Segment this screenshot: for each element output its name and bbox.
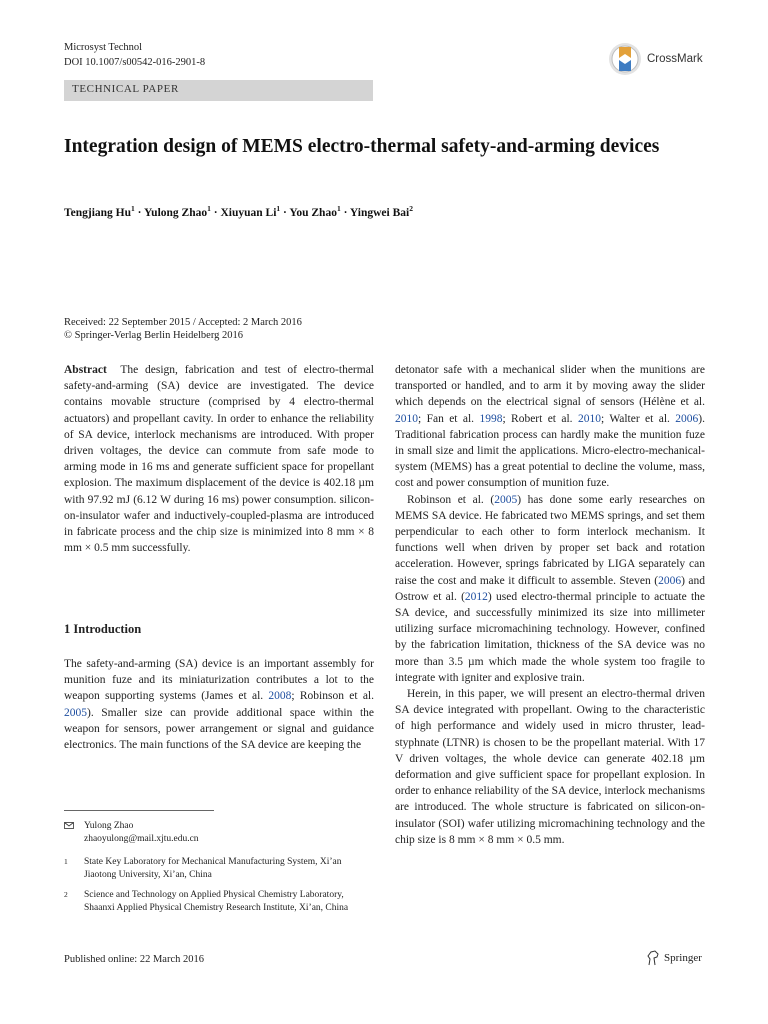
affiliation-number: 2	[64, 890, 68, 899]
affiliation-number: 1	[64, 857, 68, 866]
journal-header	[64, 40, 205, 70]
citation-link[interactable]: 2005	[494, 493, 518, 506]
author[interactable]: You Zhao$^1$	[289, 204, 341, 219]
affiliation-2	[64, 889, 364, 929]
right-column	[395, 362, 705, 848]
springer-horse-icon	[646, 950, 660, 966]
citation-link[interactable]: 2008	[268, 690, 292, 703]
citation-link[interactable]: 2010	[395, 412, 418, 425]
citation-link[interactable]: 2006	[675, 412, 699, 425]
affiliation-text: State Key Laboratory for Mechanical Manufacturing System, Xi’an Jiaotong University, Xi’an, China	[84, 857, 342, 880]
springer-logo[interactable]	[646, 950, 702, 966]
affiliation-text: Science and Technology on Applied Physical Chemistry Laboratory, Shaanxi Applied Physical Chemistry Research Institute, Xi’an, China	[84, 890, 349, 913]
affiliation-1	[64, 856, 364, 884]
abstract-text: The design, fabrication and test of electro-thermal safety-and-arming (SA) device are investigated. The device contains movable structure (comprised by 4 electro-thermal actuators) and propellant cavity. In order to enhance the reliability of SA device, interlock mechanisms are introduced. With proper driven voltages, the device can commute from safe mode to arming mode in 16 ms and generate sufficient space for propellant explosion. The maximum displacement of the device is 402.18 µm with 97.92 mJ (6.12 W during 16 ms) power consumption. silicon-on-insulator wafer and inductively-coupled-plasma are introduced in fabricate process and the chip size is minimized into 8 mm × 8 mm × 0.5 mm successfully.	[64, 364, 374, 555]
article-type: TECHNICAL PAPER	[72, 83, 179, 95]
corresponding-author	[64, 820, 364, 850]
envelope-icon	[64, 822, 74, 829]
journal-name: Microsyst Technol	[64, 42, 143, 53]
published-date: Published online: 22 March 2016	[64, 954, 204, 965]
paragraph: detonator safe with a mechanical slider when the munitions are transported or handled, and to arm it by moving away the slider which depends on the electrical signal of sensors (Hélène et al. 2010; Fan et al. 1998; Robert et al. 2010; Walter et al. 2006). Traditional fabrication process can hardly make the munition fuze in small size and limit the applications. Micro-electro-mechanical-system (MEMS) has a great potential to decline the volume, mass, cost and power consumption of munition fuze.	[395, 364, 706, 490]
paper-title: Integration design of MEMS electro-thermal safety-and-arming devices	[64, 136, 660, 157]
section-heading: 1 Introduction	[64, 622, 142, 636]
crossmark-label: CrossMark	[647, 53, 703, 65]
author[interactable]: Yingwei Bai$^2$	[349, 204, 413, 219]
received-accepted: Received: 22 September 2015 / Accepted: 2 March 2016	[64, 317, 302, 328]
corresponding-email[interactable]: zhaoyulong@mail.xjtu.edu.cn	[84, 833, 199, 844]
crossmark-icon	[608, 42, 642, 76]
paragraph: Robinson et al. (2005) has done some early researches on MEMS SA device. He fabricated two MEMS springs, and set them perpendicular to each other to form interlock mechanism. It functions well when driven by proper set back and rotation acceleration. However, springs fabricated by LIGA separately can raise the cost and make it difficult to assemble. Steven (2006) and Ostrow et al. (2012) used electro-thermal principle to actuate the SA device, and successfully minimized its size into millimeter utilizing surface micromachining technology. However, confined by the fabrication limitation, thickness of the SA device was no more than 3.5 µm which made the whole system too fragile to integrate with igniter and explosive train.	[395, 493, 705, 684]
citation-link[interactable]: 2010	[577, 412, 601, 425]
footnote-rule	[64, 810, 214, 811]
author-list: Tengjiang $Hu^1$ · Yulong Zhao$^1$ · Xiuyuan $Li^1$ · You Zhao$^1$ · Yingwei Bai$^2$	[64, 204, 413, 219]
abstract	[64, 362, 374, 556]
citation-link[interactable]: 1998	[479, 412, 503, 425]
citation-link[interactable]: 2012	[464, 590, 488, 603]
copyright: © Springer-Verlag Berlin Heidelberg 2016	[64, 330, 244, 341]
doi[interactable]: DOI 10.1007/s00542-016-2901-8	[64, 57, 206, 68]
citation-link[interactable]: 2005	[64, 706, 87, 719]
publisher-name: Springer	[664, 952, 702, 964]
author[interactable]: Tengjiang Hu$^1$	[64, 204, 135, 219]
citation-link[interactable]: 2006	[658, 574, 682, 587]
abstract-label: Abstract	[64, 364, 107, 376]
article-type-banner	[64, 80, 373, 101]
paragraph: Herein, in this paper, we will present an electro-thermal driven SA device integrated with propellant. Owing to the characteristic of high performance and widely used in micro thruster, lead-styphnate (LTNR) is chosen to be the propellant material. With 17 V driven voltages, the whole device can generate 402.18 µm deformation and give sufficient space for propellant explosion. In order to enhance reliability of the SA device, interlock mechanisms are introduced. The whole structure is fabricated on silicon-on-insulator (SOI) wafer utilizing micromachining technology and the chip size is 8 mm × 8 mm × 0.5 mm.	[395, 688, 705, 846]
intro-paragraph: The safety-and-arming (SA) device is an important assembly for munition fuze and its miniaturization contributes a lot to the weapon supporting systems (James et al. 2008; Robinson et al. 2005). Smaller size can provide additional space within the weapon for sensors, power arrangement or signal and guidance electronics. The main functions of the SA device are keeping the	[64, 658, 374, 752]
corresponding-name: Yulong Zhao	[84, 821, 134, 831]
crossmark-badge[interactable]	[608, 42, 728, 76]
author[interactable]: Yulong Zhao$^1$	[143, 204, 211, 219]
dates-block	[64, 316, 302, 342]
author[interactable]: Xiuyuan Li$^1$	[220, 204, 281, 219]
